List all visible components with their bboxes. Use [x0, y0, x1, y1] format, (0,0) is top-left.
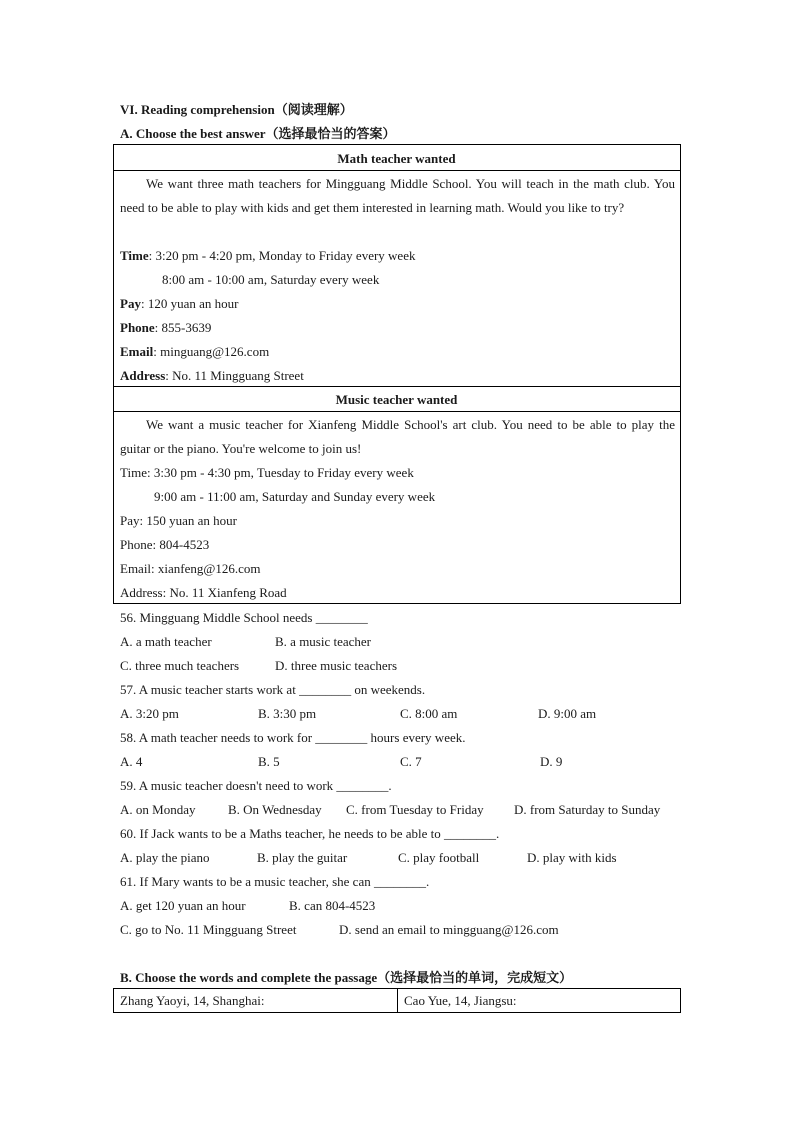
email-value: : minguang@126.com	[153, 344, 270, 359]
question-60: 60. If Jack wants to be a Maths teacher, he needs to be able to ________.	[120, 826, 500, 841]
time-value: : 3:20 pm - 4:20 pm, Monday to Friday every week	[148, 248, 416, 263]
option[interactable]: A. 3:20 pm	[120, 706, 179, 721]
phone-label: Phone	[120, 320, 155, 335]
option[interactable]: B. can 804-4523	[289, 898, 376, 913]
option[interactable]: B. On Wednesday	[228, 802, 322, 817]
address-value: : No. 11 Mingguang Street	[165, 368, 304, 383]
address-label: Address	[120, 368, 166, 383]
option[interactable]: C. play football	[398, 850, 480, 865]
option[interactable]: A. 4	[120, 754, 143, 769]
music-ad-heading: Music teacher wanted	[335, 392, 458, 407]
option[interactable]: C. 8:00 am	[400, 706, 458, 721]
option[interactable]: C. 7	[400, 754, 422, 769]
divider	[113, 170, 681, 171]
music-ad-pay: Pay: 150 yuan an hour	[120, 513, 237, 528]
option[interactable]: A. a math teacher	[120, 634, 212, 649]
part-b-right-cell: Cao Yue, 14, Jiangsu:	[404, 993, 517, 1008]
option[interactable]: A. on Monday	[120, 802, 196, 817]
section-title: VI. Reading comprehension（阅读理解）	[120, 102, 353, 117]
question-59: 59. A music teacher doesn't need to work ________.	[120, 778, 392, 793]
divider	[113, 411, 681, 412]
math-ad-body-text: We want three math teachers for Mingguang Middle School. You will teach in the math club. You need to be able to play with kids and get them interested in learning math. Would you like to try?	[120, 176, 675, 215]
time-label: Time	[120, 248, 149, 263]
music-ad-body	[120, 413, 675, 461]
option[interactable]: B. play the guitar	[257, 850, 348, 865]
part-b-title: B. Choose the words and complete the passage（选择最恰当的单词，完成短文）	[120, 970, 573, 985]
math-ad-pay	[120, 296, 238, 312]
math-ad-phone	[120, 320, 211, 336]
question-57: 57. A music teacher starts work at ________ on weekends.	[120, 682, 426, 697]
math-ad-body	[120, 172, 675, 220]
math-ad-email	[120, 344, 269, 360]
email-label: Email	[120, 344, 154, 359]
music-ad-time: Time: 3:30 pm - 4:30 pm, Tuesday to Friday every week	[120, 465, 414, 480]
music-ad-body-text: We want a music teacher for Xianfeng Middle School's art club. You need to be able to play the guitar or the piano. You're welcome to join us!	[120, 417, 675, 456]
option[interactable]: C. go to No. 11 Mingguang Street	[120, 922, 297, 937]
option[interactable]: C. three much teachers	[120, 658, 240, 673]
option[interactable]: C. from Tuesday to Friday	[346, 802, 484, 817]
music-ad-time-2: 9:00 am - 11:00 am, Saturday and Sunday every week	[154, 489, 436, 504]
option[interactable]: D. 9	[540, 754, 563, 769]
math-ad-time-2: 8:00 am - 10:00 am, Saturday every week	[162, 272, 380, 287]
music-ad-phone: Phone: 804-4523	[120, 537, 210, 552]
music-ad-address: Address: No. 11 Xianfeng Road	[120, 585, 287, 600]
part-b-left-cell: Zhang Yaoyi, 14, Shanghai:	[120, 993, 265, 1008]
math-ad-time	[120, 248, 415, 264]
option[interactable]: B. a music teacher	[275, 634, 372, 649]
pay-value: : 120 yuan an hour	[140, 296, 239, 311]
part-a-title: A. Choose the best answer（选择最恰当的答案）	[120, 126, 396, 141]
music-ad-email: Email: xianfeng@126.com	[120, 561, 261, 576]
option[interactable]: D. from Saturday to Sunday	[514, 802, 661, 817]
option[interactable]: D. send an email to mingguang@126.com	[339, 922, 559, 937]
option[interactable]: D. three music teachers	[275, 658, 398, 673]
math-ad-heading: Math teacher wanted	[337, 151, 456, 166]
question-58: 58. A math teacher needs to work for ________ hours every week.	[120, 730, 466, 745]
question-56: 56. Mingguang Middle School needs ________	[120, 610, 368, 625]
option[interactable]: B. 5	[258, 754, 280, 769]
pay-label: Pay	[120, 296, 141, 311]
question-61: 61. If Mary wants to be a music teacher, she can ________.	[120, 874, 430, 889]
option[interactable]: A. play the piano	[120, 850, 210, 865]
option[interactable]: B. 3:30 pm	[258, 706, 317, 721]
option[interactable]: D. 9:00 am	[538, 706, 597, 721]
divider	[397, 988, 398, 1013]
phone-value: : 855-3639	[154, 320, 212, 335]
option[interactable]: A. get 120 yuan an hour	[120, 898, 246, 913]
math-ad-address	[120, 368, 304, 384]
divider	[113, 386, 681, 387]
option[interactable]: D. play with kids	[527, 850, 617, 865]
